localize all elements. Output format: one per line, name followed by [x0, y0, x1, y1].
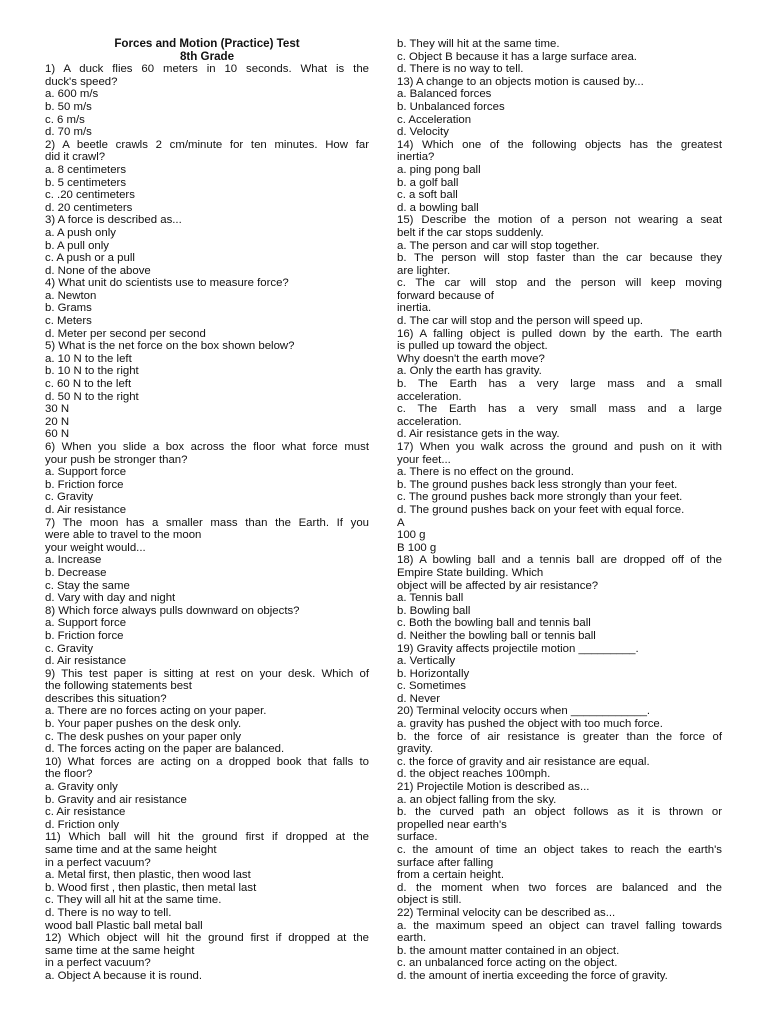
text-line: b. the force of air resistance is greater than the force of [397, 730, 722, 743]
text-line: earth. [397, 932, 427, 945]
text-line: c. Gravity [45, 491, 94, 504]
text-line: c. the force of gravity and air resistance are equal. [397, 755, 650, 768]
text-line: 20 N [45, 415, 70, 428]
text-line: d. 20 centimeters [45, 201, 133, 214]
text-line: belt if the car stops suddenly. [397, 226, 544, 239]
text-line: 5) What is the net force on the box shown below? [45, 340, 295, 353]
text-line: describes this situation? [45, 692, 167, 705]
text-line: c. Both the bowling ball and tennis ball [397, 617, 591, 630]
text-line: c. Meters [45, 315, 92, 328]
text-line: c. They will all hit at the same time. [45, 894, 222, 907]
text-line: 14) Which one of the following objects has the greatest [397, 138, 722, 151]
text-line: c. A push or a pull [45, 252, 135, 265]
text-line: b. the curved path an object follows as it is thrown or [397, 806, 722, 819]
text-line: c. The car will stop and the person will keep moving [397, 277, 722, 290]
text-line: b. Gravity and air resistance [45, 793, 187, 806]
text-line: b. Friction force [45, 629, 124, 642]
text-line: 30 N [45, 403, 70, 416]
text-line: c. Gravity [45, 642, 94, 655]
text-line: your feet... [397, 453, 451, 466]
text-line: b. A pull only [45, 239, 109, 252]
text-line: 18) A bowling ball and a tennis ball are dropped off of the [397, 554, 722, 567]
text-line: same time and at the same height [45, 844, 217, 856]
text-line: a. ping pong ball [397, 163, 481, 176]
text-line: d. The car will stop and the person will speed up. [397, 315, 644, 328]
text-line: 6) When you slide a box across the floor what force must [45, 441, 369, 453]
text-line: b. Unbalanced forces [397, 100, 505, 113]
text-line: d. There is no way to tell. [45, 906, 172, 919]
text-line: 15) Describe the motion of a person not wearing a seat [397, 214, 722, 227]
text-line: b. The ground pushes back less strongly than your feet. [397, 478, 678, 491]
text-line: A [397, 516, 405, 529]
text-line: gravity. [397, 743, 433, 756]
grade-subtitle: 8th Grade [179, 49, 235, 63]
text-line: b. a golf ball [397, 176, 459, 189]
document-title: Forces and Motion (Practice) Test [114, 37, 300, 50]
text-line: a. Gravity only [45, 781, 118, 794]
text-line: d. Never [397, 692, 441, 705]
text-line: c. Sometimes [397, 680, 466, 693]
text-line: b. Grams [45, 302, 92, 315]
text-line: d. 70 m/s [45, 126, 92, 139]
text-line: in a perfect vacuum? [45, 856, 151, 869]
text-line: a. Increase [45, 554, 102, 567]
text-line: b. Friction force [45, 478, 124, 491]
text-line: a. 10 N to the left [45, 352, 132, 365]
text-line: are lighter. [397, 264, 451, 277]
text-line: a. 600 m/s [45, 88, 99, 101]
text-line: c. The ground pushes back more strongly than your feet. [397, 491, 683, 504]
text-line: 3) A force is described as... [45, 214, 182, 227]
text-line: c. 60 N to the left [45, 378, 132, 391]
text-line: 13) A change to an objects motion is caused by... [397, 75, 644, 88]
text-line: d. Air resistance [45, 503, 127, 516]
text-line: a. 8 centimeters [45, 163, 127, 176]
text-line: d. Meter per second per second [45, 327, 206, 340]
text-line: c. Air resistance [45, 806, 126, 819]
text-line: inertia? [397, 151, 435, 164]
text-line: did it crawl? [45, 151, 106, 164]
text-line: 4) What unit do scientists use to measure force? [45, 277, 289, 290]
text-line: 16) A falling object is pulled down by the earth. The earth [397, 327, 722, 340]
text-line: duck's speed? [45, 75, 118, 88]
text-line: 12) Which object will hit the ground first if dropped at the [45, 932, 369, 945]
text-line: inertia. [397, 302, 432, 315]
text-line: d. Velocity [397, 126, 449, 139]
text-line: 22) Terminal velocity can be described as... [397, 906, 616, 919]
text-line: were able to travel to the moon [45, 529, 202, 542]
text-line: d. Friction only [45, 818, 120, 831]
text-line: b. the amount matter contained in an object. [397, 944, 620, 957]
text-line: 8) Which force always pulls downward on objects? [45, 604, 300, 617]
text-line: a. Only the earth has gravity. [397, 365, 542, 378]
text-line: surface after falling [397, 856, 494, 869]
text-line: d. Air resistance [45, 655, 127, 668]
text-line: a. Support force [45, 466, 127, 479]
text-line: 7) The moon has a smaller mass than the Earth. If you [45, 516, 369, 529]
text-line: c. .20 centimeters [45, 189, 135, 202]
text-line: 9) This test paper is sitting at rest on your desk. Which of [45, 667, 369, 680]
text-line: d. The forces acting on the paper are balanced. [45, 743, 285, 756]
text-line: a. Balanced forces [397, 88, 492, 101]
text-line: a. Metal first, then plastic, then wood last [45, 869, 251, 882]
text-line: 20) Terminal velocity occurs when ____________. [397, 705, 651, 718]
text-line: object is still. [397, 894, 462, 907]
text-line: c. Acceleration [397, 113, 472, 126]
text-line: c. an unbalanced force acting on the object. [397, 957, 618, 970]
text-line: is pulled up toward the object. [397, 340, 548, 353]
right-column-lines [397, 38, 722, 983]
text-line: 19) Gravity affects projectile motion _________. [397, 642, 639, 655]
text-line: d. Vary with day and night [45, 592, 176, 605]
text-line: acceleration. [397, 415, 462, 428]
text-line: b. Wood first , then plastic, then metal last [45, 881, 257, 894]
text-line: d. the object reaches 100mph. [397, 768, 551, 781]
text-line: d. 50 N to the right [45, 390, 139, 403]
text-line: d. the amount of inertia exceeding the force of gravity. [397, 969, 668, 982]
left-column [45, 38, 369, 983]
text-line: acceleration. [397, 390, 462, 403]
text-line: b. 50 m/s [45, 100, 92, 113]
text-line: b. 5 centimeters [45, 176, 127, 189]
text-line: b. Decrease [45, 566, 107, 579]
text-line: same time at the same height [45, 944, 195, 957]
text-line: a. Object A because it is round. [45, 969, 203, 982]
text-line: b. They will hit at the same time. [397, 38, 560, 50]
text-line: in a perfect vacuum? [45, 957, 151, 970]
text-line: b. The Earth has a very large mass and a small [397, 378, 722, 391]
text-line: b. Your paper pushes on the desk only. [45, 718, 242, 731]
text-line: 100 g [397, 529, 426, 542]
text-line: 21) Projectile Motion is described as... [397, 781, 590, 794]
text-line: b. Horizontally [397, 667, 470, 680]
text-line: forward because of [397, 289, 494, 302]
text-line: d. Air resistance gets in the way. [397, 428, 560, 441]
text-line: d. None of the above [45, 264, 151, 277]
text-line: propelled near earth's [397, 818, 507, 831]
text-line: c. Stay the same [45, 579, 130, 592]
text-line: object will be affected by air resistance? [397, 579, 599, 592]
text-line: b. The person will stop faster than the car because they [397, 252, 722, 265]
text-line: 11) Which ball will hit the ground first if dropped at the [45, 831, 369, 844]
text-line: a. Support force [45, 617, 127, 630]
right-column [397, 38, 722, 983]
text-line: surface. [397, 831, 438, 844]
text-line: 1) A duck flies 60 meters in 10 seconds. What is the [45, 63, 369, 76]
text-line: a. gravity has pushed the object with too much force. [397, 718, 663, 731]
text-line: a. Vertically [397, 655, 456, 668]
text-line: from a certain height. [397, 869, 504, 882]
text-line: 60 N [45, 428, 70, 441]
text-line: d. There is no way to tell. [397, 63, 524, 76]
text-line: d. a bowling ball [397, 201, 479, 214]
text-line: 2) A beetle crawls 2 cm/minute for ten minutes. How far [45, 138, 369, 151]
text-line: b. 10 N to the right [45, 365, 139, 378]
text-line: a. Tennis ball [397, 592, 464, 605]
text-line: 17) When you walk across the ground and push on it with [397, 441, 722, 453]
text-line: a. the maximum speed an object can travel falling towards [397, 919, 722, 932]
text-line: Empire State building. Which [397, 566, 544, 579]
text-line: d. The ground pushes back on your feet with equal force. [397, 503, 685, 516]
text-line: your weight would... [45, 541, 146, 554]
text-line: a. The person and car will stop together. [397, 239, 600, 252]
text-line: a. There is no effect on the ground. [397, 466, 574, 479]
text-line: c. 6 m/s [45, 113, 85, 126]
text-line: b. Bowling ball [397, 604, 471, 617]
left-column-lines [45, 63, 369, 982]
text-line: c. Object B because it has a large surface area. [397, 50, 637, 63]
text-line: a. A push only [45, 226, 116, 239]
text-line: a. an object falling from the sky. [397, 793, 557, 806]
text-line: wood ball Plastic ball metal ball [45, 919, 203, 932]
text-line: a. Newton [45, 289, 97, 302]
text-line: Why doesn't the earth move? [397, 352, 545, 365]
text-line: c. The Earth has a very small mass and a large [397, 403, 722, 416]
text-line: d. Neither the bowling ball or tennis ball [397, 629, 596, 642]
text-line: 10) What forces are acting on a dropped book that falls to [45, 755, 369, 768]
text-line: a. There are no forces acting on your paper. [45, 705, 267, 718]
text-line: c. the amount of time an object takes to reach the earth's [397, 844, 722, 856]
text-line: the floor? [45, 768, 93, 781]
text-line: the following statements best [45, 680, 192, 693]
text-line: c. a soft ball [397, 189, 458, 202]
text-line: d. the moment when two forces are balanced and the [397, 881, 722, 894]
text-line: your push be stronger than? [45, 453, 188, 466]
text-line: c. The desk pushes on your paper only [45, 730, 242, 743]
text-line: B 100 g [397, 541, 437, 554]
